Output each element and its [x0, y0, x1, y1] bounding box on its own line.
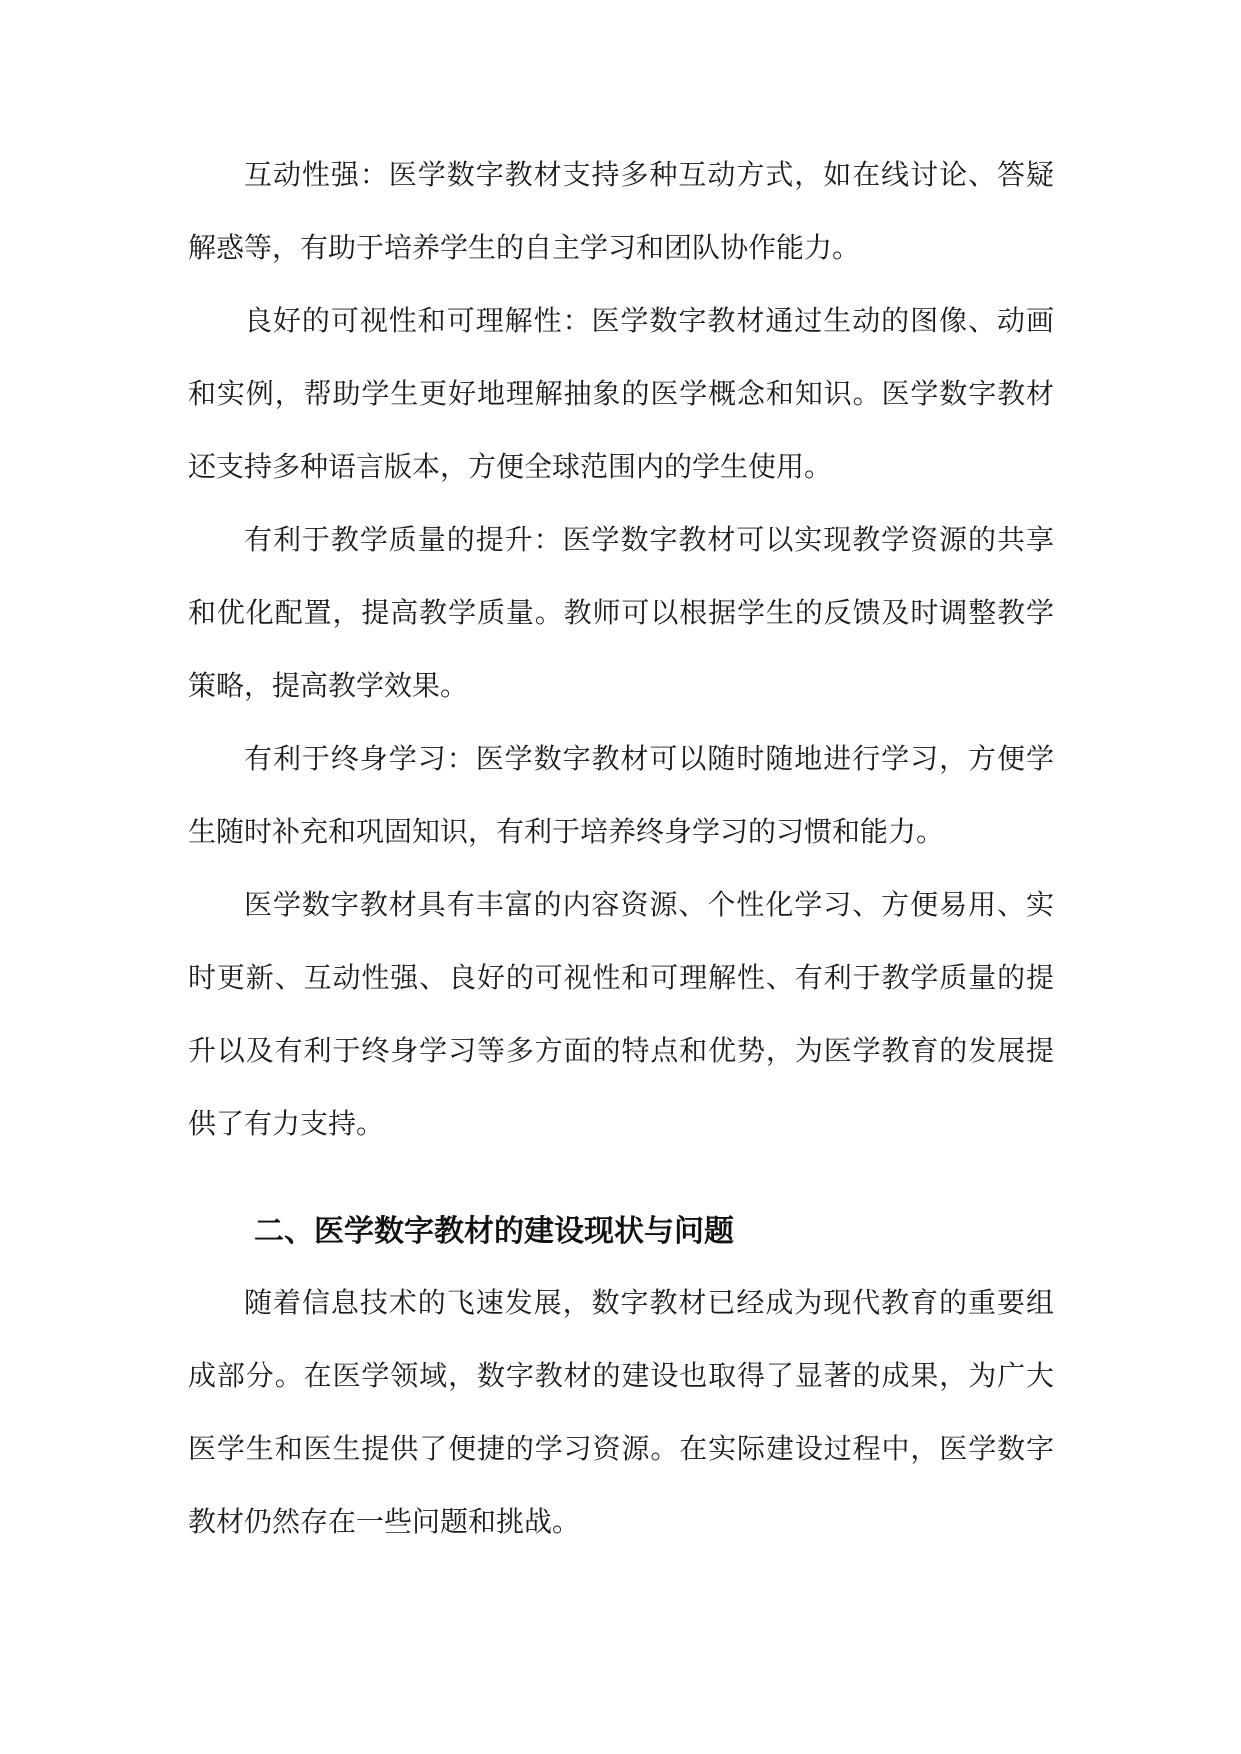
paragraph-teaching-quality: 有利于教学质量的提升：医学数字教材可以实现教学资源的共享和优化配置，提高教学质量。教师可以根据学生的反馈及时调整教学策略，提高教学效果。 — [188, 523, 1054, 702]
paragraph-current-status: 随着信息技术的飞速发展，数字教材已经成为现代教育的重要组成部分。在医学领域，数字教材的建设也取得了显著的成果，为广大医学生和医生提供了便捷的学习资源。在实际建设过程中，医学数字教材仍然存在一些问题和挑战。 — [188, 1286, 1054, 1538]
section-heading: 二、医学数字教材的建设现状与问题 — [254, 1214, 734, 1249]
paragraph-lifelong-learning: 有利于终身学习：医学数字教材可以随时随地进行学习，方便学生随时补充和巩固知识，有利于培养终身学习的习惯和能力。 — [188, 742, 1054, 848]
paragraph-visualization: 良好的可视性和可理解性：医学数字教材通过生动的图像、动画和实例，帮助学生更好地理解抽象的医学概念和知识。医学数字教材还支持多种语言版本，方便全球范围内的学生使用。 — [188, 304, 1054, 483]
paragraph-interactivity: 互动性强：医学数字教材支持多种互动方式，如在线讨论、答疑解惑等，有助于培养学生的自主学习和团队协作能力。 — [188, 158, 1054, 264]
document-body — [188, 138, 1054, 1558]
paragraph-summary: 医学数字教材具有丰富的内容资源、个性化学习、方便易用、实时更新、互动性强、良好的可视性和可理解性、有利于教学质量的提升以及有利于终身学习等多方面的特点和优势，为医学教育的发展提供了有力支持。 — [188, 888, 1054, 1140]
